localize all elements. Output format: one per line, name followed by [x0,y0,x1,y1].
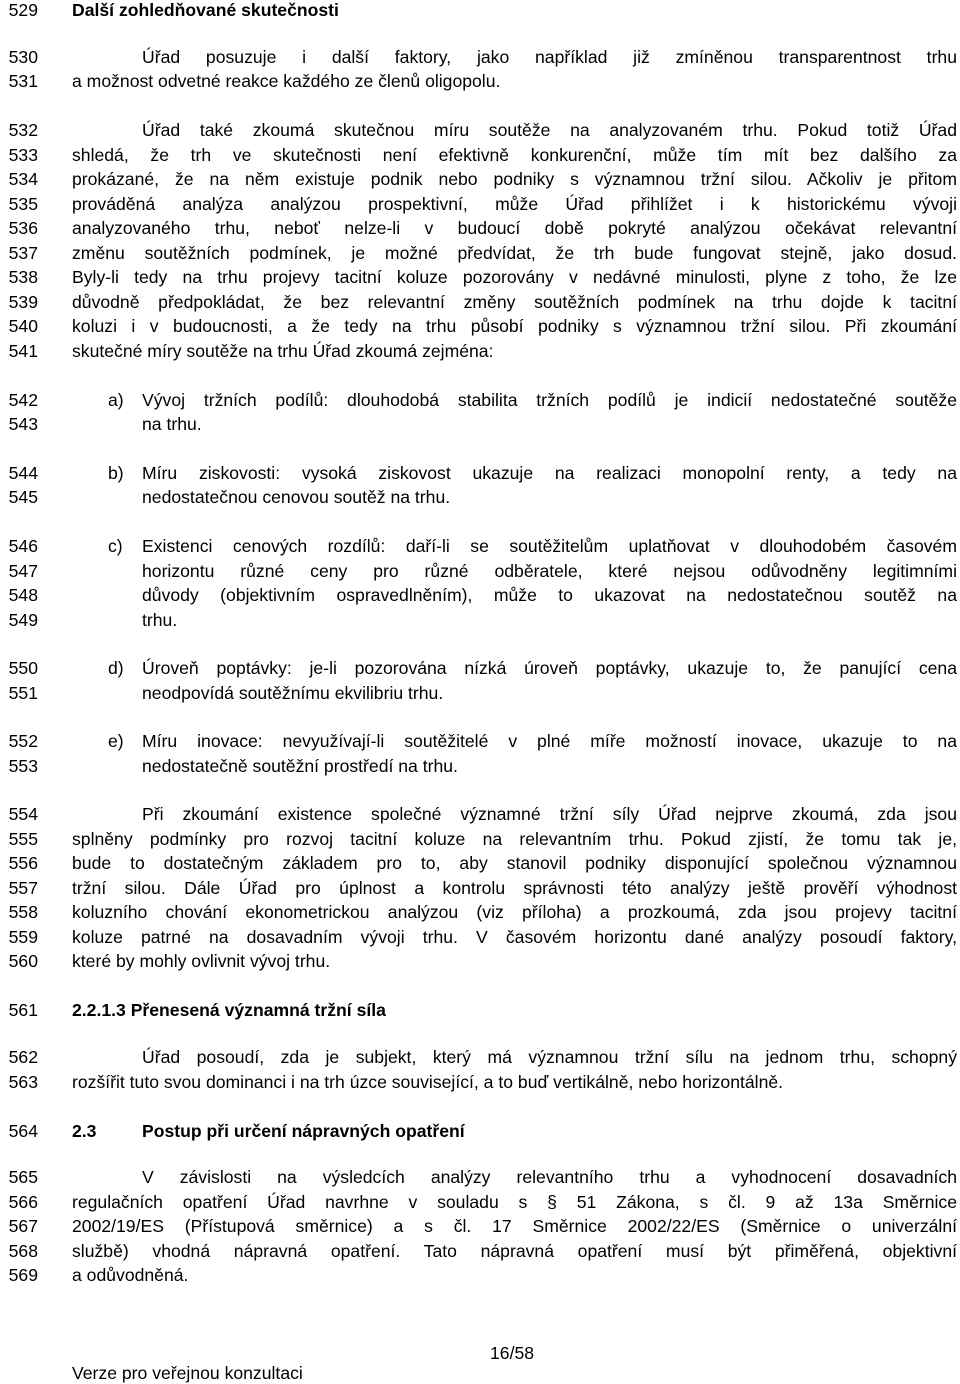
list-item-text: důvody (objektivním ospravedlněním), může to ukazovat na nedostatečnou soutěž na [142,585,957,605]
line-number: 545 [8,487,38,507]
text-line: regulačních opatření Úřad navrhne v souladu s § 51 Zákona, s čl. 9 až 13a Směrnice [72,1192,957,1212]
line-number: 539 [8,292,38,312]
line-number: 551 [8,683,38,703]
line-number: 563 [8,1072,38,1092]
text-line: prokázané, že na něm existuje podnik nebo podniky s významnou tržní silou. Ačkoliv je přitom [72,169,957,189]
line-number: 556 [8,853,38,873]
text-line: Při zkoumání existence společné významné tržní síly Úřad nejprve zkoumá, zda jsou [142,804,957,824]
line-number: 564 [8,1121,38,1141]
line-number: 531 [8,71,38,91]
text-line: skutečné míry soutěže na trhu Úřad zkoumá zejména: [72,341,494,361]
text-line: Byly-li tedy na trhu projevy tacitní koluze pozorovány v nedávné minulosti, plyne z toho, že lze [72,267,957,287]
line-number: 542 [8,390,38,410]
text-line: Úřad posoudí, zda je subjekt, který má významnou tržní sílu na jednom trhu, schopný [142,1047,957,1067]
line-number: 546 [8,536,38,556]
text-line: koluzi i v budoucnosti, a že tedy na trhu působí podniky s významnou tržní silou. Při zkoumání [72,316,957,336]
text-line: změnu soutěžních podmínek, je možné předvídat, že trh bude fungovat stejně, jako dosud. [72,243,957,263]
line-number: 535 [8,194,38,214]
text-line: shledá, že trh ve skutečnosti není efektivně konkurenční, může tím mít bez dalšího za [72,145,957,165]
line-number: 540 [8,316,38,336]
text-line: koluze patrné na dosavadním vývoji trhu. V časovém horizontu dané analýzy posoudí faktory, [72,927,957,947]
line-number: 568 [8,1241,38,1261]
text-line: 2002/19/ES (Přístupová směrnice) a s čl. 17 Směrnice 2002/22/ES (Směrnice o univerzální [72,1216,957,1236]
text-line: bude to dostatečným základem pro to, aby stanovil podniky disponující společnou významnou [72,853,957,873]
line-number: 538 [8,267,38,287]
line-number: 562 [8,1047,38,1067]
line-number: 530 [8,47,38,67]
text-line: které by mohly ovlivnit vývoj trhu. [72,951,331,971]
line-number: 567 [8,1216,38,1236]
text-line: koluzního chování ekonometrickou analýzou (viz příloha) a prozkoumá, zda jsou projevy tacitní [72,902,957,922]
line-number: 548 [8,585,38,605]
text-line: Úřad také zkoumá skutečnou míru soutěže na analyzovaném trhu. Pokud totiž Úřad [142,120,957,140]
line-number: 543 [8,414,38,434]
text-line: tržní silou. Dále Úřad pro úplnost a kontrolu správnosti této analýzy ještě prověří výhodnost [72,878,957,898]
line-number: 560 [8,951,38,971]
list-item-text: Míru inovace: nevyužívají-li soutěžitelé v plné míře možností inovace, ukazuje to na [142,731,957,751]
line-number: 544 [8,463,38,483]
list-label: d) [108,658,124,678]
footer-version-note: Verze pro veřejnou konzultaci [72,1363,303,1383]
page-number: 16/58 [490,1343,535,1363]
list-item-text: trhu. [142,610,178,630]
text-line: analyzovaného trhu, neboť nelze-li v budoucí době pokryté analýzou očekávat relevantní [72,218,957,238]
list-item-text: nedostatečně soutěžní prostředí na trhu. [142,756,458,776]
list-item-text: Vývoj tržních podílů: dlouhodobá stabilita tržních podílů je indicií nedostatečné soutěže [142,390,957,410]
list-item-text: nedostatečnou cenovou soutěž na trhu. [142,487,451,507]
line-number: 536 [8,218,38,238]
line-number: 558 [8,902,38,922]
line-number: 553 [8,756,38,776]
text-line: službě) vhodná nápravná opatření. Tato nápravná opatření musí být přiměřená, objektivní [72,1241,957,1261]
section-number: 2.3 [72,1121,97,1141]
line-number: 549 [8,610,38,630]
line-number: 552 [8,731,38,751]
text-line: prováděná analýza analýzou prospektivní, může Úřad přihlížet i k historickému vývoji [72,194,957,214]
list-item-text: na trhu. [142,414,202,434]
line-number: 550 [8,658,38,678]
list-label: e) [108,731,124,751]
list-item-text: Úroveň poptávky: je-li pozorována nízká úroveň poptávky, ukazuje to, že panující cena [142,658,957,678]
text-line: V závislosti na výsledcích analýzy relevantního trhu a vyhodnocení dosavadních [142,1167,957,1187]
section-heading: Další zohledňované skutečnosti [72,0,339,20]
text-line: rozšířit tuto svou dominanci i na trh úzce související, a to buď vertikálně, nebo horizontálně. [72,1072,784,1092]
list-label: a) [108,390,124,410]
line-number: 559 [8,927,38,947]
text-line: a odůvodněná. [72,1265,189,1285]
text-line: splněny podmínky pro rozvoj tacitní koluze na relevantním trhu. Pokud zjistí, že tomu tak je, [72,829,957,849]
list-label: c) [108,536,123,556]
text-line: Úřad posuzuje i další faktory, jako například již zmíněnou transparentnost trhu [142,47,957,67]
line-number: 541 [8,341,38,361]
list-item-text: horizontu různé ceny pro různé odběratele, které nejsou odůvodněny legitimními [142,561,957,581]
list-label: b) [108,463,124,483]
line-number: 537 [8,243,38,263]
line-number: 561 [8,1000,38,1020]
line-number: 534 [8,169,38,189]
line-number: 532 [8,120,38,140]
line-number: 529 [8,0,38,20]
text-line: důvodně předpokládat, že bez relevantní změny soutěžních podmínek na trhu dojde k tacitní [72,292,957,312]
list-item-text: Míru ziskovosti: vysoká ziskovost ukazuje na realizaci monopolní renty, a tedy na [142,463,957,483]
section-title: Postup při určení nápravných opatření [142,1121,465,1141]
line-number: 547 [8,561,38,581]
line-number: 569 [8,1265,38,1285]
line-number: 566 [8,1192,38,1212]
line-number: 533 [8,145,38,165]
list-item-text: Existenci cenových rozdílů: daří-li se soutěžitelům uplatňovat v dlouhodobém časovém [142,536,957,556]
list-item-text: neodpovídá soutěžnímu ekvilibriu trhu. [142,683,444,703]
text-line: a možnost odvetné reakce každého ze členů oligopolu. [72,71,501,91]
line-number: 565 [8,1167,38,1187]
line-number: 555 [8,829,38,849]
line-number: 554 [8,804,38,824]
subsection-heading: 2.2.1.3 Přenesená významná tržní síla [72,1000,386,1020]
line-number: 557 [8,878,38,898]
